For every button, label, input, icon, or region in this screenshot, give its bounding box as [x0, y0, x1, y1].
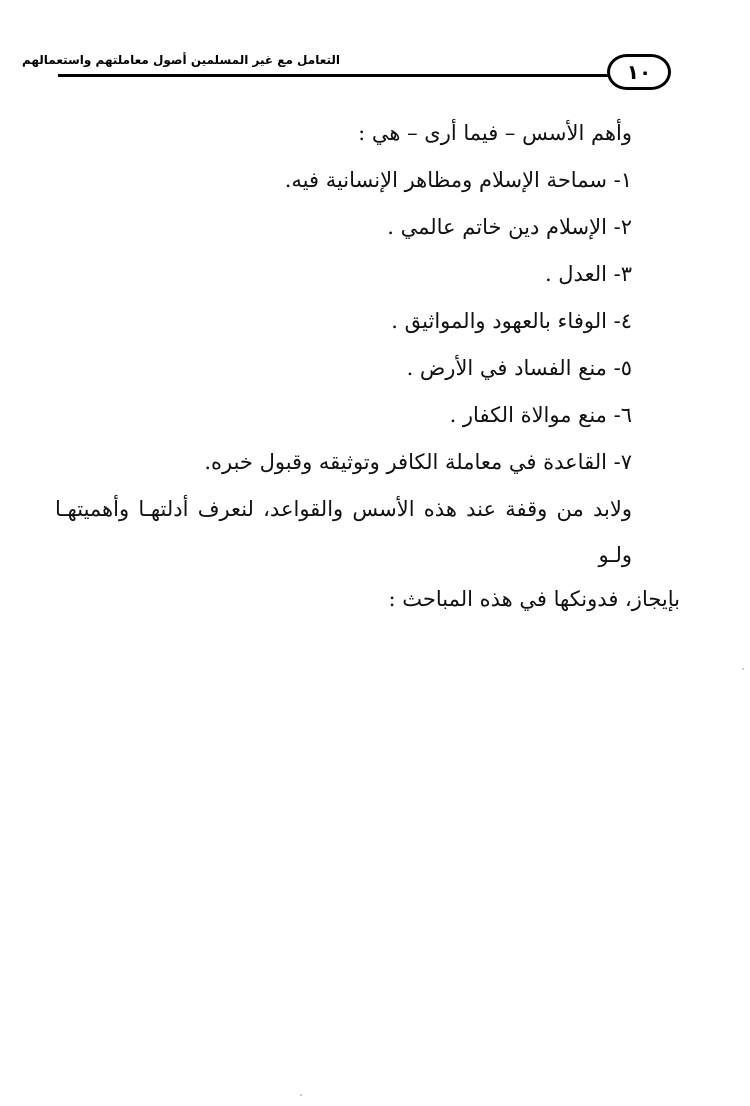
list-item: ٤- الوفاء بالعهود والمواثيق .	[55, 298, 680, 345]
item-number: ١	[620, 168, 632, 192]
scan-speck	[742, 668, 744, 670]
item-text: منع موالاة الكفار .	[449, 403, 607, 427]
list-item: ٦- منع موالاة الكفار .	[55, 392, 680, 439]
item-text: الوفاء بالعهود والمواثيق .	[391, 309, 607, 333]
item-number: ٢	[620, 215, 632, 239]
page-number-badge	[607, 54, 671, 90]
item-text: منع الفساد في الأرض .	[406, 356, 607, 380]
item-text: العدل .	[544, 262, 607, 286]
item-number: ٤	[620, 309, 632, 333]
closing-paragraph-line-1: ولابد من وقفة عند هذه الأسس والقواعد، لنعرف أدلتهـا وأهميتهـا ولـو	[55, 497, 632, 567]
list-item: ٧- القاعدة في معاملة الكافر وتوثيقه وقبول خبره.	[55, 439, 680, 486]
list-item: ١- سماحة الإسلام ومظاهر الإنسانية فيه.	[55, 157, 680, 204]
header-rule	[58, 74, 613, 77]
item-number: ٧	[620, 450, 632, 474]
running-title: التعامل مع غير المسلمين أصول معاملتهم واستعمالهم	[21, 53, 340, 67]
page-header	[0, 0, 750, 100]
list-item: ٢- الإسلام دين خاتم عالمي .	[55, 204, 680, 251]
list-item: ٥- منع الفساد في الأرض .	[55, 345, 680, 392]
item-number: ٥	[620, 356, 632, 380]
intro-line: وأهم الأسس – فيما أرى – هي :	[358, 121, 632, 145]
item-number: ٣	[620, 262, 632, 286]
item-text: الإسلام دين خاتم عالمي .	[387, 215, 607, 239]
list-item: ٣- العدل .	[55, 251, 680, 298]
closing-paragraph-line-2: بإيجاز، فدونكها في هذه المباحث :	[388, 587, 680, 611]
page-number: ١٠	[626, 60, 652, 84]
body-text	[55, 110, 680, 622]
item-number: ٦	[620, 403, 632, 427]
item-text: سماحة الإسلام ومظاهر الإنسانية فيه.	[284, 168, 607, 192]
item-text: القاعدة في معاملة الكافر وتوثيقه وقبول خبره.	[204, 450, 607, 474]
scan-speck	[300, 1094, 302, 1096]
principles-list	[55, 157, 680, 486]
